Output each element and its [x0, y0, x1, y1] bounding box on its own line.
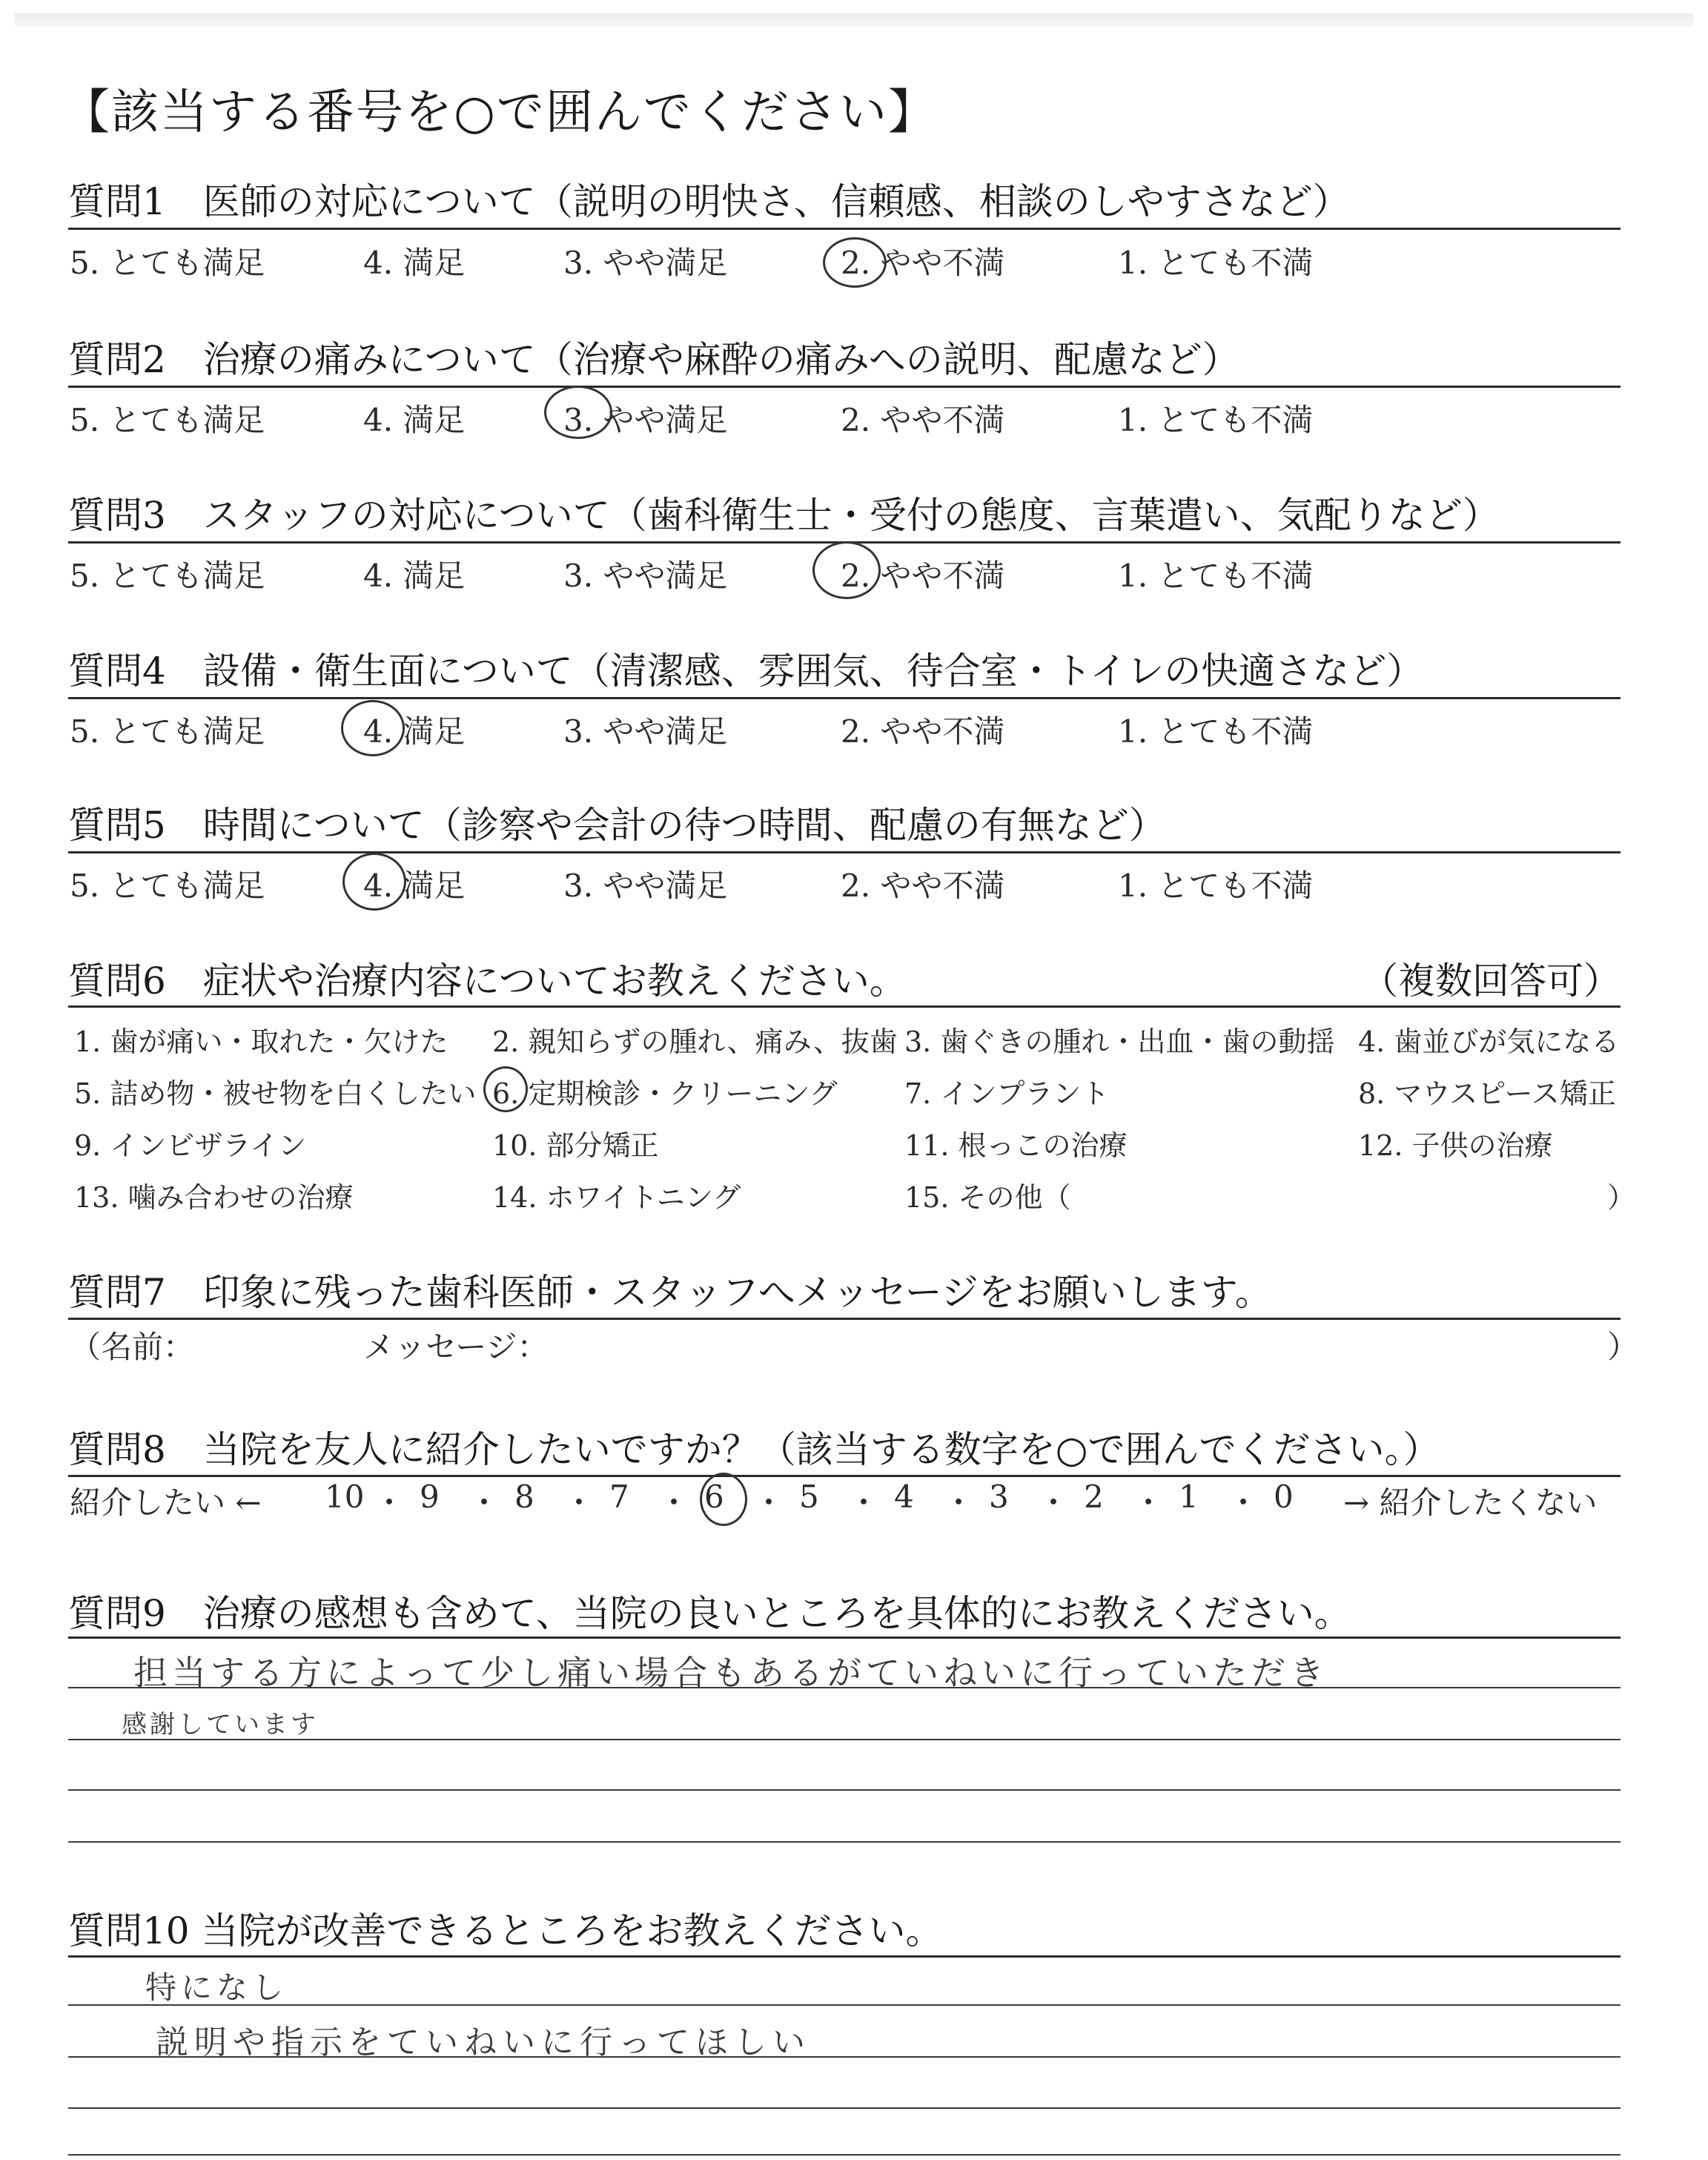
- q2-option-5[interactable]: 5. とても満足: [70, 402, 265, 438]
- q1-rule: [68, 228, 1621, 230]
- q10-answer-text-1: 特になし: [145, 1969, 288, 2006]
- q7-close-paren: ）: [1607, 1329, 1639, 1365]
- q6-selected-circle: [483, 1066, 528, 1112]
- q5-option-2[interactable]: 2. やや不満: [841, 868, 1005, 904]
- q7-rule: [68, 1318, 1621, 1320]
- q4-title: 質問4 設備・衛生面について（清潔感、雰囲気、待合室・トイレの快適さなど）: [68, 650, 1424, 693]
- q8-scale-10[interactable]: 10: [325, 1479, 365, 1515]
- q5-option-4[interactable]: 4. 満足: [363, 868, 466, 904]
- q8-scale-separator: ・: [1133, 1484, 1165, 1521]
- q2-selected-circle: [544, 386, 612, 439]
- q3-option-1[interactable]: 1. とても不満: [1118, 558, 1314, 594]
- q9-rule: [68, 1636, 1621, 1639]
- q6-option-3[interactable]: 3. 歯ぐきの腫れ・出血・歯の動揺: [904, 1025, 1335, 1058]
- q2-option-1[interactable]: 1. とても不満: [1118, 402, 1314, 438]
- q4-option-4[interactable]: 4. 満足: [363, 713, 466, 750]
- q8-scale-7[interactable]: 7: [609, 1479, 629, 1515]
- q10-title: 質問10 当院が改善できるところをお教えください。: [68, 1909, 943, 1952]
- scan-top-edge: [15, 13, 1693, 27]
- q7-title: 質問7 印象に残った歯科医師・スタッフへメッセージをお願いします。: [68, 1271, 1272, 1314]
- q8-scale-1[interactable]: 1: [1179, 1479, 1199, 1515]
- q5-option-1[interactable]: 1. とても不満: [1118, 868, 1314, 904]
- q5-title: 質問5 時間について（診察や会計の待つ時間、配慮の有無など）: [68, 804, 1166, 847]
- q6-option-5[interactable]: 5. 詰め物・被せ物を白くしたい: [74, 1077, 477, 1110]
- q8-left-label: 紹介したい ←: [70, 1484, 262, 1521]
- q8-scale-0[interactable]: 0: [1274, 1479, 1294, 1515]
- q5-option-3[interactable]: 3. やや満足: [563, 868, 728, 904]
- q9-answer-text-1: 担当する方によって少し痛い場合もあるがていねいに行っていただき: [133, 1653, 1328, 1693]
- q2-title: 質問2 治療の痛みについて（治療や麻酔の痛みへの説明、配慮など）: [68, 338, 1239, 381]
- q9-answer-line-3: [68, 1789, 1621, 1791]
- q6-option-13[interactable]: 13. 噛み合わせの治療: [74, 1181, 354, 1214]
- q6-option-8[interactable]: 8. マウスピース矯正: [1358, 1077, 1616, 1110]
- q10-rule: [68, 1955, 1621, 1958]
- q8-scale-4[interactable]: 4: [894, 1479, 914, 1515]
- q8-scale-separator: ・: [1228, 1484, 1260, 1521]
- q9-answer-line-4: [68, 1841, 1621, 1843]
- q4-option-3[interactable]: 3. やや満足: [563, 713, 728, 750]
- q4-option-2[interactable]: 2. やや不満: [841, 713, 1005, 750]
- q10-answer-line-3: [68, 2107, 1621, 2109]
- q4-option-5[interactable]: 5. とても満足: [70, 713, 265, 750]
- q1-option-2[interactable]: 2. やや不満: [841, 245, 1005, 281]
- q8-scale-separator: ・: [658, 1484, 690, 1521]
- q6-option-14[interactable]: 14. ホワイトニング: [492, 1181, 741, 1214]
- q6-other-close-paren: ）: [1607, 1181, 1636, 1214]
- q9-title: 質問9 治療の感想も含めて、当院の良いところを具体的にお教えください。: [68, 1592, 1351, 1635]
- q1-title: 質問1 医師の対応について（説明の明快さ、信頼感、相談のしやすさなど）: [68, 180, 1350, 223]
- q10-answer-text-2: 説明や指示をていねいに行ってほしい: [156, 2024, 811, 2061]
- form-heading: 【該当する番号を○で囲んでください】: [62, 85, 937, 140]
- q8-rule: [68, 1475, 1621, 1477]
- q6-option-2[interactable]: 2. 親知らずの腫れ、痛み、抜歯: [492, 1025, 898, 1058]
- q8-right-label: → 紹介したくない: [1343, 1484, 1598, 1521]
- q6-rule: [68, 1005, 1621, 1008]
- q8-scale-separator: ・: [563, 1484, 595, 1521]
- q8-scale-separator: ・: [943, 1484, 975, 1521]
- q6-option-7[interactable]: 7. インプラント: [904, 1077, 1110, 1110]
- q4-rule: [68, 697, 1621, 699]
- q10-answer-line-4: [68, 2154, 1621, 2156]
- q6-option-15-other[interactable]: 15. その他（: [904, 1181, 1071, 1214]
- q6-multiple-note: （複数回答可）: [1361, 960, 1621, 1003]
- q8-scale-8[interactable]: 8: [514, 1479, 534, 1515]
- q6-option-10[interactable]: 10. 部分矯正: [492, 1129, 659, 1162]
- q8-scale-separator: ・: [469, 1484, 500, 1521]
- q1-selected-circle: [823, 237, 887, 288]
- q6-option-1[interactable]: 1. 歯が痛い・取れた・欠けた: [74, 1025, 448, 1058]
- q3-option-5[interactable]: 5. とても満足: [70, 558, 265, 594]
- q3-selected-circle: [812, 541, 881, 599]
- q2-option-2[interactable]: 2. やや不満: [841, 402, 1005, 438]
- q4-option-1[interactable]: 1. とても不満: [1118, 713, 1314, 750]
- q1-option-5[interactable]: 5. とても満足: [70, 245, 265, 281]
- q2-rule: [68, 386, 1621, 388]
- q1-option-1[interactable]: 1. とても不満: [1118, 245, 1314, 281]
- q6-title: 質問6 症状や治療内容についてお教えください。: [68, 960, 907, 1003]
- q8-scale-6[interactable]: 6: [704, 1479, 724, 1515]
- q1-option-4[interactable]: 4. 満足: [363, 245, 466, 281]
- q6-option-9[interactable]: 9. インビザライン: [74, 1129, 307, 1162]
- q6-option-6[interactable]: 6. 定期検診・クリーニング: [492, 1077, 838, 1110]
- q8-scale-5[interactable]: 5: [799, 1479, 819, 1515]
- q10-answer-line-1: [68, 2004, 1621, 2006]
- q1-option-3[interactable]: 3. やや満足: [563, 245, 728, 281]
- q2-option-3[interactable]: 3. やや満足: [563, 402, 728, 438]
- q5-selected-circle: [342, 853, 406, 911]
- q7-name-label: （名前：: [70, 1329, 195, 1365]
- q8-selected-circle: [700, 1473, 747, 1526]
- q8-scale-separator: ・: [1038, 1484, 1070, 1521]
- q8-scale-separator: ・: [374, 1484, 406, 1521]
- q8-title: 質問8 当院を友人に紹介したいですか？（該当する数字を○で囲んでください。）: [68, 1428, 1440, 1471]
- q6-option-4[interactable]: 4. 歯並びが気になる: [1358, 1025, 1620, 1058]
- q8-scale-separator: ・: [753, 1484, 785, 1521]
- q3-option-4[interactable]: 4. 満足: [363, 558, 466, 594]
- q5-rule: [68, 851, 1621, 853]
- q4-selected-circle: [341, 700, 405, 756]
- q9-answer-text-2: 感謝しています: [122, 1710, 319, 1740]
- q8-scale-separator: ・: [848, 1484, 880, 1521]
- q6-option-12[interactable]: 12. 子供の治療: [1358, 1129, 1553, 1162]
- q8-scale-2[interactable]: 2: [1084, 1479, 1104, 1515]
- q8-scale-3[interactable]: 3: [989, 1479, 1009, 1515]
- q3-title: 質問3 スタッフの対応について（歯科衛生士・受付の態度、言葉遣い、気配りなど）: [68, 494, 1500, 537]
- q3-option-3[interactable]: 3. やや満足: [563, 558, 728, 594]
- q5-option-5[interactable]: 5. とても満足: [70, 868, 265, 904]
- q3-option-2[interactable]: 2. やや不満: [841, 558, 1005, 594]
- q7-message-label: メッセージ：: [363, 1329, 549, 1365]
- q8-scale-9[interactable]: 9: [420, 1479, 440, 1515]
- q2-option-4[interactable]: 4. 満足: [363, 402, 466, 438]
- q6-option-11[interactable]: 11. 根っこの治療: [904, 1129, 1128, 1162]
